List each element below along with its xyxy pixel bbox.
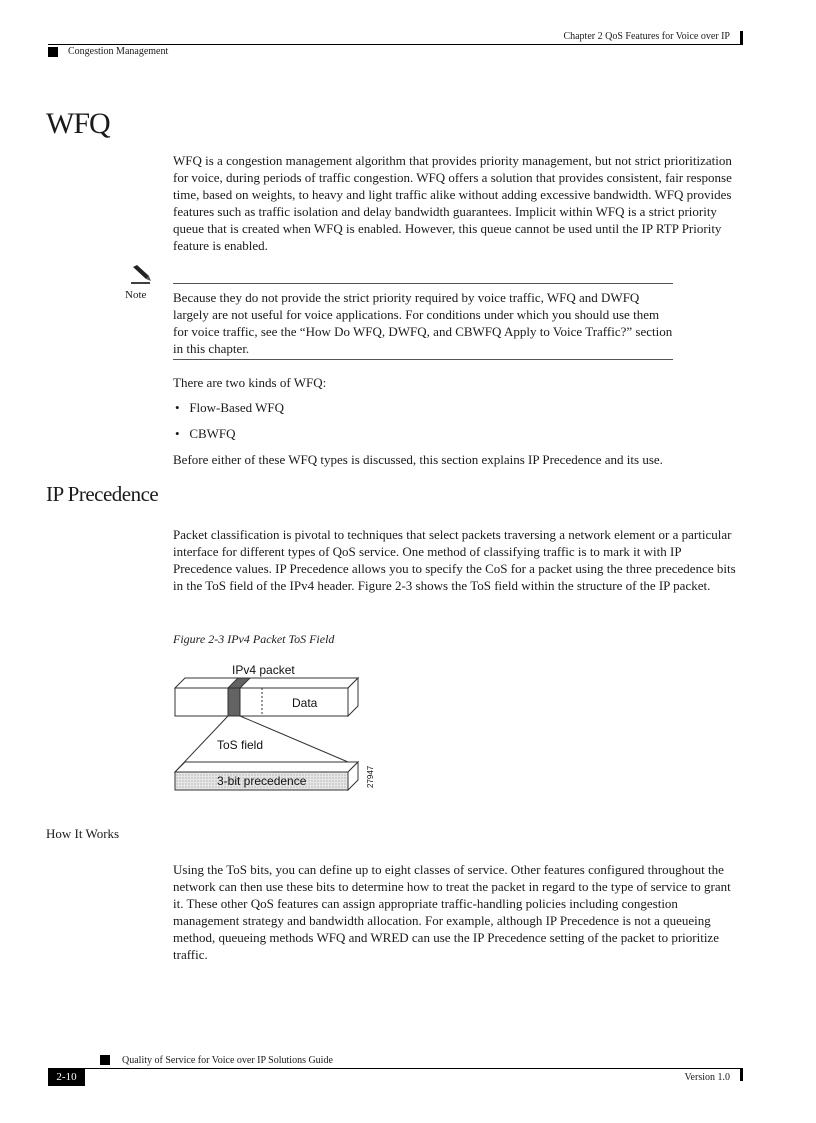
page-number: 2-10 <box>48 1069 85 1086</box>
ipv4-packet-label: IPv4 packet <box>232 663 295 677</box>
packet-top-face <box>175 678 358 688</box>
wfq-intro-text: WFQ is a congestion management algorithm that provides priority management, but not strict prioritization for voice, during periods of traffic congestion. WFQ offers a solution that provides consistent, fair response time, based on weights, to heavy and light traffic alike without adding excessive bandwidth. WFQ provides features such as traffic isolation and delay bandwidth guarantees. Implicit within WFQ is a strict priority queue that is created when WFQ is enabled. However, this queue cannot be used until the IP RTP Priority feature is enabled. <box>173 153 732 253</box>
footer-bar-mark <box>740 1068 743 1081</box>
header-rule <box>48 44 743 45</box>
footer-version: Version 1.0 <box>684 1072 730 1083</box>
tos-field-label: ToS field <box>217 738 264 752</box>
note-top-rule <box>173 283 673 284</box>
tos-box-top <box>175 762 358 772</box>
wfq-kinds-intro: There are two kinds of WFQ: <box>173 375 327 390</box>
wfq-heading: WFQ <box>46 107 110 140</box>
data-label: Data <box>292 696 318 710</box>
header-bar-mark <box>740 31 743 44</box>
precedence-label: 3-bit precedence <box>217 774 307 788</box>
ipv4-packet-figure <box>170 660 385 800</box>
figure-id: 27947 <box>366 765 375 788</box>
tos-segment <box>228 688 240 716</box>
how-it-works-heading: How It Works <box>46 826 120 841</box>
note-bottom-rule <box>173 359 673 360</box>
wfq-kinds-outro: Before either of these WFQ types is discussed, this section explains IP Precedence and its use. <box>173 452 663 467</box>
list-item <box>175 426 236 442</box>
footer-square-mark <box>100 1055 110 1065</box>
header-square-mark <box>48 47 58 57</box>
bullet-icon: • <box>175 400 190 415</box>
footer-rule <box>48 1068 743 1069</box>
list-item-text: CBWFQ <box>189 426 236 441</box>
wfq-intro-paragraph <box>173 152 743 254</box>
note-text: Because they do not provide the strict priority required by voice traffic, WFQ and DWFQ largely are not useful for voice applications. For conditions under which you should use them for voice traffic, see the “How Do WFQ, DWFQ, and CBWFQ Apply to Voice Traffic?” section in this chapter. <box>173 290 673 356</box>
figure-caption: Figure 2-3 IPv4 Packet ToS Field <box>173 632 335 646</box>
running-header-chapter: Chapter 2 QoS Features for Voice over IP <box>563 31 730 42</box>
ip-precedence-heading: IP Precedence <box>46 482 159 506</box>
how-it-works-paragraph: Using the ToS bits, you can define up to eight classes of service. Other features configured throughout the network can then use these bits to determine how to treat the packet in regard to the type of service to grant it. These other QoS features can assign appropriate traffic-handling policies including congestion management strategy and bandwidth allocation. For example, although IP Precedence is not a queueing method, queueing methods WFQ and WRED can use the IP Precedence setting of the packet to prioritize traffic. <box>173 862 731 962</box>
list-item <box>175 400 284 416</box>
running-header-section: Congestion Management <box>68 46 169 57</box>
note-label: Note <box>125 289 147 301</box>
bullet-icon: • <box>175 426 190 441</box>
pencil-icon <box>130 264 152 289</box>
list-item-text: Flow-Based WFQ <box>189 400 285 415</box>
ip-precedence-paragraph: Packet classification is pivotal to techniques that select packets traversing a network element or a particular interface for different types of QoS service. One method of classifying traffic is to mark it with IP Precedence values. IP Precedence allows you to specify the CoS for a packet using the three precedence bits in the ToS field of the IPv4 header. Figure 2-3 shows the ToS field within the structure of the IP packet. <box>173 527 736 593</box>
footer-guide-title: Quality of Service for Voice over IP Solutions Guide <box>122 1055 333 1066</box>
